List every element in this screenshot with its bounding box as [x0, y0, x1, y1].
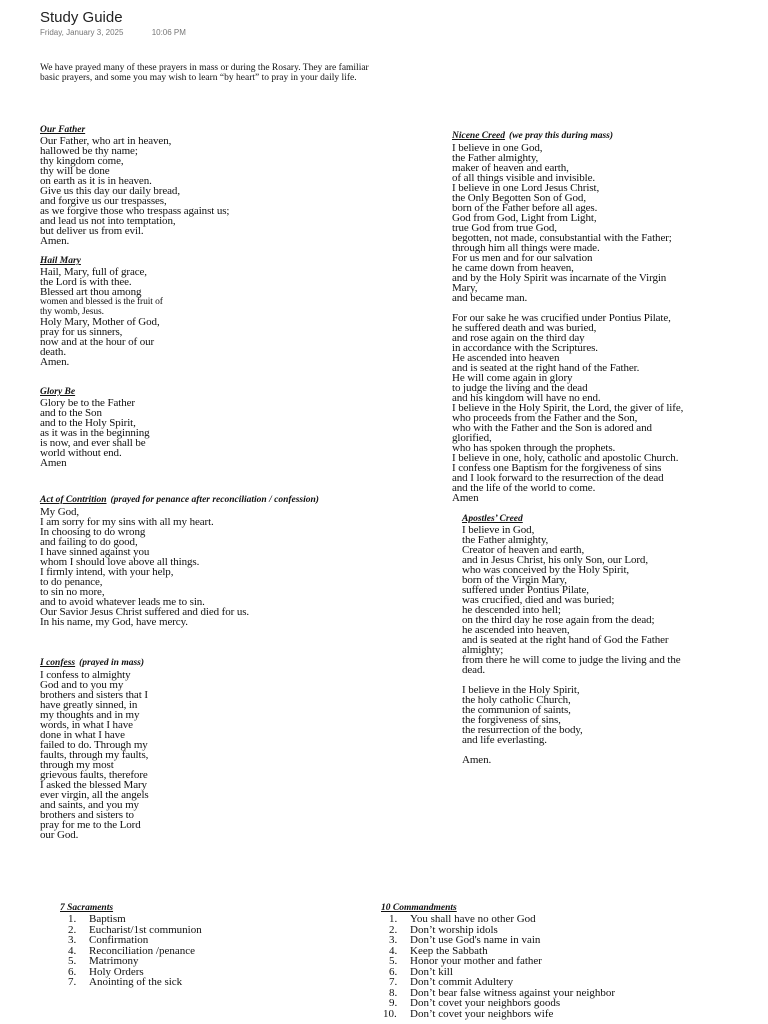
our-father-section: [40, 124, 330, 246]
i-confess-note: (prayed in mass): [79, 658, 145, 668]
sacraments-heading: 7 Sacraments: [60, 903, 114, 913]
nicene-creed-text-part-2: For our sake he was crucified under Pontius Pilate, he suffered death and was buried, and rose again on the third day in accordance with the Scriptures. He ascended into heaven and is seated at the right hand of the Father. He will come again in glory to judge the living and the dead and his kingdom will have no end. I believe in the Holy Spirit, the Lord, the giver of life, who proceeds from the Father and the Son, who with the Father and the Son is adored and glorified, who has spoken through the prophets. I believe in one, holy, catholic and apostolic Church. I confess one Baptism for the forgiveness of sins and I look forward to the resurrection of the dead and the life of the world to come. Amen: [452, 312, 684, 504]
apostles-creed-amen: Amen.: [462, 754, 492, 766]
commandments-section: [381, 902, 721, 1019]
act-of-contrition-section: [40, 489, 440, 627]
list-item: 4. Reconciliation /penance: [68, 944, 195, 957]
list-item: 2. Eucharist/1st communion: [68, 923, 202, 936]
apostles-creed-text-part-2: I believe in the Holy Spirit, the holy catholic Church, the communion of saints, the forgiveness of sins, the resurrection of the body, and life everlasting.: [462, 684, 583, 746]
list-item: 9. Don’t covet your neighbors goods: [389, 997, 561, 1009]
commandments-list: [381, 914, 721, 1019]
list-item: 7. Don’t commit Adultery: [389, 976, 514, 988]
act-of-contrition-heading: Act of Contrition: [40, 495, 107, 505]
page-timestamp: [40, 28, 212, 37]
glory-be-heading: Glory Be: [40, 387, 76, 397]
hail-mary-heading: Hail Mary: [40, 256, 81, 266]
sacraments-list: [60, 914, 300, 988]
nicene-creed-text: I believe in one God, the Father almighty, maker of heaven and earth, of all things visible and invisible. I believe in one Lord Jesus Christ, the Only Begotten Son of God, born of the Father before all ages. God from God, Light from Light, true God from true God, begotten, not made, consubstantial with the Father; through him all things were made. For us men and for our salvation he came down from heaven, and by the Holy Spirit was incarnate of the Virgin Mary, and became man.: [452, 142, 672, 304]
apostles-creed-section: [462, 513, 762, 765]
sacraments-section: [60, 902, 300, 988]
nicene-creed-heading: Nicene Creed: [452, 131, 506, 141]
list-item: 3. Don’t use God's name in vain: [389, 934, 541, 946]
i-confess-section: [40, 652, 230, 840]
hail-mary-text-small: women and blessed is the fruit of thy womb, Jesus.: [40, 297, 163, 317]
page-date: Friday, January 3, 2025: [40, 28, 124, 37]
our-father-heading: Our Father: [40, 125, 86, 135]
list-item: 2. Don’t worship idols: [389, 923, 498, 936]
list-item: 8. Don’t bear false witness against your neighbor: [389, 986, 616, 999]
list-item: 5. Matrimony: [68, 955, 139, 967]
our-father-text: Our Father, who art in heaven, hallowed be thy name; thy kingdom come, thy will be done on earth as it is in heaven. Give us this day our daily bread, and forgive us our trespasses, as we forgive those who trespass against us; and lead us not into temptation, but deliver us from evil. Amen.: [40, 135, 230, 247]
hail-mary-section: [40, 255, 260, 367]
nicene-creed-section: [452, 125, 762, 503]
intro-paragraph: We have prayed many of these prayers in mass or during the Rosary. They are familiar basic prayers, and some you may wish to learn “by heart” to pray in your daily life.: [40, 63, 369, 83]
list-item: 1. Baptism: [68, 913, 126, 925]
list-item: 3. Confirmation: [68, 934, 149, 946]
page-time: 10:06 PM: [151, 28, 186, 37]
nicene-creed-note: (we pray this during mass): [509, 131, 614, 141]
glory-be-section: [40, 386, 260, 468]
list-item: 1. You shall have no other God: [389, 913, 536, 925]
list-item: 6. Holy Orders: [68, 965, 144, 978]
list-item: 4. Keep the Sabbath: [389, 944, 488, 957]
list-item: 6. Don’t kill: [389, 965, 453, 978]
hail-mary-text: Hail, Mary, full of grace, the Lord is with thee. Blessed art thou among: [40, 266, 147, 298]
i-confess-heading: I confess: [40, 658, 76, 668]
act-of-contrition-text: My God, I am sorry for my sins with all my heart. In choosing to do wrong and failing to do good, I have sinned against you whom I should love above all things. I firmly intend, with your help, to do penance, to sin no more, and to avoid whatever leads me to sin. Our Savior Jesus Christ suffered and died for us. In his name, my God, have mercy.: [40, 506, 250, 628]
apostles-creed-text: I believe in God, the Father almighty, Creator of heaven and earth, and in Jesus Christ, his only Son, our Lord, who was conceived by the Holy Spirit, born of the Virgin Mary, suffered under Pontius Pilate, was crucified, died and was buried; he descended into hell; on the third day he rose again from the dead; he ascended into heaven, and is seated at the right hand of God the Father almighty; from there he will come to judge the living and the dead.: [462, 524, 681, 676]
glory-be-text: Glory be to the Father and to the Son and to the Holy Spirit, as it was in the beginning is now, and ever shall be world without end. Amen: [40, 397, 150, 469]
page-title: Study Guide: [40, 9, 123, 26]
apostles-creed-heading: Apostles’ Creed: [462, 514, 523, 524]
list-item: 5. Honor your mother and father: [389, 955, 542, 967]
list-item: 10. Don’t covet your neighbors wife: [383, 1007, 554, 1020]
act-of-contrition-note: (prayed for penance after reconciliation / confession): [110, 495, 319, 505]
hail-mary-text-end: Holy Mary, Mother of God, pray for us sinners, now and at the hour of our death. Amen.: [40, 316, 160, 368]
i-confess-text: I confess to almighty God and to you my brothers and sisters that I have greatly sinned, in my thoughts and in my words, in what I have done in what I have failed to do. Through my faults, through my faults, through my most grievous faults, therefore I asked the blessed Mary ever virgin, all the angels and saints, and you my brothers and sisters to pray for me to the Lord our God.: [40, 669, 149, 841]
commandments-heading: 10 Commandments: [381, 903, 457, 913]
list-item: 7. Anointing of the sick: [68, 976, 183, 988]
